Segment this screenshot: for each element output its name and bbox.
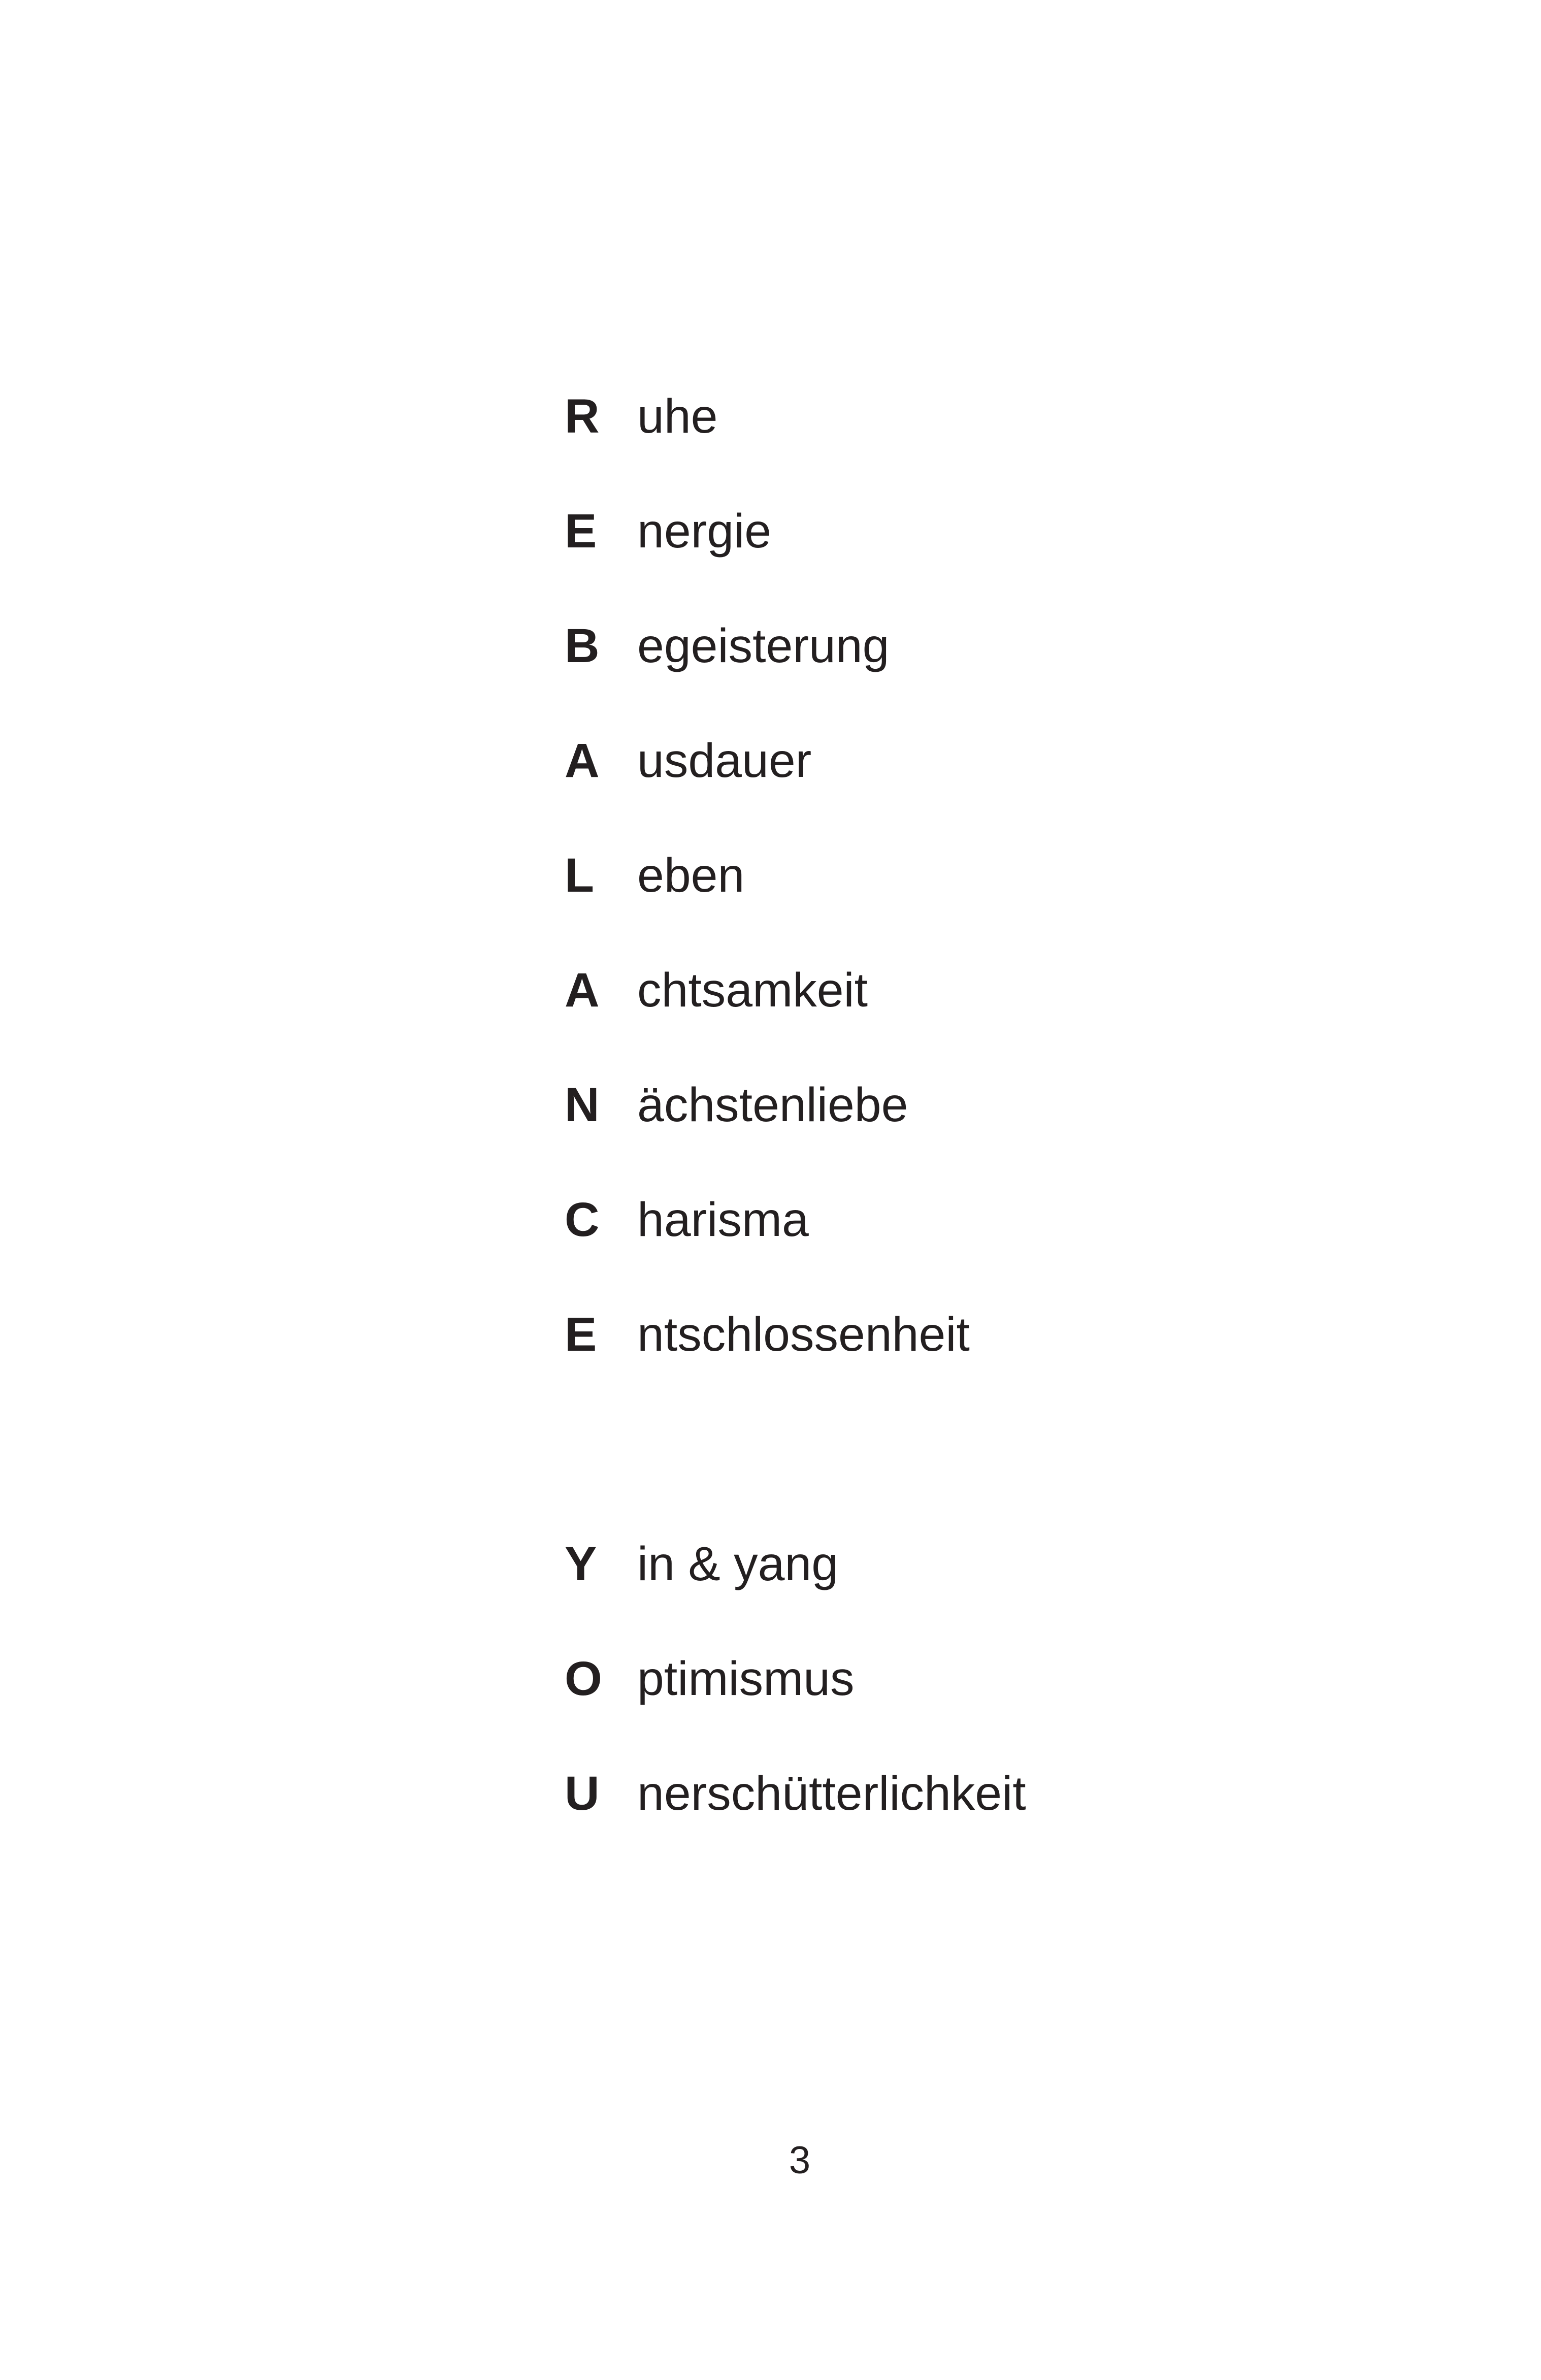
acrostic-initial: A [565, 963, 600, 1017]
acrostic-line [0, 1067, 1541, 1143]
acrostic-word: nergie [637, 504, 772, 558]
acrostic-line [0, 1755, 1541, 1832]
acrostic-initial: O [565, 1652, 602, 1706]
acrostic-word: egeisterung [637, 619, 890, 673]
acrostic-line [0, 1182, 1541, 1258]
acrostic-line [0, 837, 1541, 914]
acrostic-word: eben [637, 849, 745, 902]
acrostic-initial: U [565, 1767, 600, 1820]
acrostic-initial: R [565, 389, 600, 443]
page-number: 3 [789, 2139, 811, 2182]
acrostic-line [0, 493, 1541, 569]
acrostic-line [0, 608, 1541, 684]
acrostic-initial: A [565, 734, 600, 788]
acrostic-initial: Y [565, 1537, 597, 1591]
acrostic-word: ächstenliebe [637, 1078, 908, 1132]
acrostic-initial: E [565, 1308, 597, 1361]
acrostic-line [0, 1641, 1541, 1717]
acrostic-initial: E [565, 504, 597, 558]
acrostic-word: chtsamkeit [637, 963, 868, 1017]
acrostic-line [0, 1526, 1541, 1602]
acrostic-initial: B [565, 619, 600, 673]
acrostic-word: ptimismus [637, 1652, 855, 1706]
acrostic-line [0, 952, 1541, 1028]
acrostic-line [0, 723, 1541, 799]
acrostic-word: uhe [637, 389, 718, 443]
acrostic-word: harisma [637, 1193, 809, 1247]
acrostic-initial: N [565, 1078, 600, 1132]
acrostic-word: in & yang [637, 1537, 839, 1591]
acrostic-word: usdauer [637, 734, 812, 788]
acrostic-line [0, 378, 1541, 454]
acrostic-initial: C [565, 1193, 600, 1247]
acrostic-word: nerschütterlichkeit [637, 1767, 1026, 1820]
acrostic-initial: L [565, 849, 595, 902]
acrostic-word: ntschlossenheit [637, 1308, 970, 1361]
acrostic-line [0, 1296, 1541, 1373]
